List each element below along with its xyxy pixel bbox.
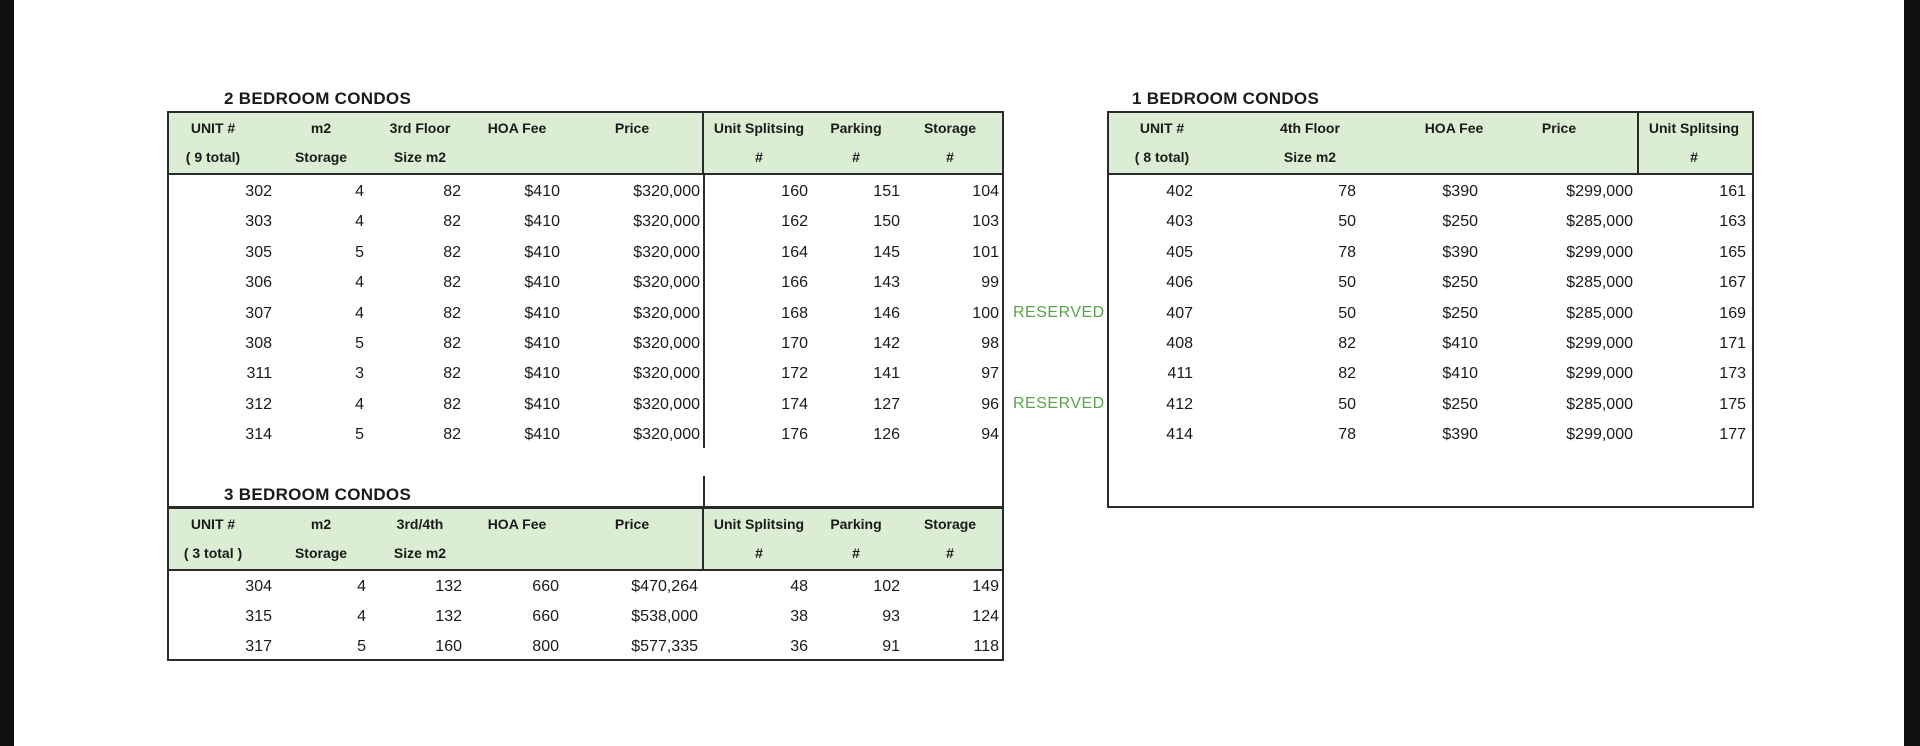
two_bedroom-cell-m2: 4	[355, 274, 364, 292]
three_bedroom-header-hoa: HOA Fee	[487, 516, 547, 532]
two_bedroom-cell-unit: 305	[245, 243, 272, 261]
two_bedroom-cell-splitting: 174	[781, 395, 808, 413]
two_bedroom-cell-unit: 311	[246, 365, 272, 383]
two_bedroom-cell-unit: 314	[245, 426, 272, 444]
two_bedroom-header-storage: #	[946, 149, 954, 165]
two_bedroom-cell-splitting: 172	[781, 365, 808, 383]
three_bedroom-cell-m2: 4	[357, 578, 366, 595]
one_bedroom-cell-size: 82	[1338, 365, 1356, 383]
one_bedroom-header-size: Size m2	[1283, 149, 1337, 165]
three_bedroom-cell-hoa: 660	[532, 578, 559, 595]
two_bedroom-cell-price: $320,000	[633, 304, 700, 322]
one_bedroom-cell-price: $299,000	[1566, 243, 1633, 261]
two_bedroom-cell-size: 82	[443, 243, 461, 261]
two_bedroom-cell-hoa: $410	[524, 274, 560, 292]
two_bedroom-cell-unit: 306	[245, 274, 272, 292]
two_bedroom-cell-size: 82	[443, 426, 461, 444]
three_bedroom-header-m2: m2	[310, 516, 332, 532]
one_bedroom-cell-size: 50	[1338, 395, 1356, 413]
two_bedroom-cell-hoa: $410	[524, 183, 560, 200]
two_bedroom-cell-parking: 142	[873, 335, 900, 352]
two_bedroom-cell-size: 82	[443, 365, 461, 383]
two_bedroom-cell-storage: 96	[981, 395, 999, 413]
three_bedroom-header-splitting: Unit Splitsing	[713, 516, 805, 532]
two_bedroom-cell-parking: 151	[873, 183, 900, 200]
two_bedroom-cell-splitting: 176	[781, 426, 808, 444]
two_bedroom-header-hoa: HOA Fee	[487, 120, 547, 136]
two_bedroom-reserved-label: RESERVED	[1013, 303, 1105, 321]
two_bedroom-cell-parking: 126	[873, 426, 900, 444]
two_bedroom-cell-splitting: 164	[781, 243, 808, 261]
one_bedroom-cell-price: $285,000	[1566, 274, 1633, 292]
two_bedroom-cell-m2: 4	[355, 304, 364, 322]
two_bedroom-cell-splitting: 162	[781, 213, 808, 231]
three_bedroom-cell-m2: 5	[357, 638, 366, 655]
two_bedroom-cell-parking: 145	[873, 243, 900, 261]
one_bedroom-header-splitting: #	[1690, 149, 1698, 165]
two_bedroom-cell-parking: 127	[873, 395, 900, 413]
one_bedroom-cell-size: 78	[1338, 426, 1356, 444]
one_bedroom-cell-splitting: 169	[1719, 304, 1746, 322]
two_bedroom-cell-hoa: $410	[524, 213, 560, 231]
two_bedroom-cell-price: $320,000	[633, 213, 700, 231]
two_bedroom-cell-storage: 94	[981, 426, 999, 444]
one_bedroom-cell-unit: 402	[1166, 183, 1193, 200]
two_bedroom-cell-price: $320,000	[633, 183, 700, 200]
one-bedroom-title: 1 BEDROOM CONDOS	[1132, 89, 1320, 108]
two_bedroom-header-size: 3rd Floor	[389, 120, 451, 136]
two_bedroom-cell-price: $320,000	[633, 274, 700, 292]
screen-edge-right	[1904, 0, 1920, 746]
three_bedroom-cell-parking: 91	[882, 638, 900, 655]
two_bedroom-cell-size: 82	[443, 274, 461, 292]
two_bedroom-cell-storage: 101	[972, 243, 999, 261]
one_bedroom-cell-hoa: $390	[1442, 426, 1478, 444]
two_bedroom-cell-size: 82	[443, 304, 461, 322]
one_bedroom-cell-price: $299,000	[1566, 365, 1633, 383]
three_bedroom-cell-m2: 4	[357, 608, 366, 625]
one_bedroom-cell-price: $285,000	[1566, 213, 1633, 231]
one_bedroom-header-unit: UNIT #	[1139, 120, 1185, 136]
one_bedroom-header-price: Price	[1541, 120, 1577, 136]
two_bedroom-cell-storage: 100	[972, 304, 999, 322]
two_bedroom-cell-m2: 3	[355, 365, 364, 383]
two_bedroom-cell-splitting: 168	[781, 304, 808, 322]
two_bedroom-reserved-label: RESERVED	[1013, 394, 1105, 412]
two_bedroom-header-m2: Storage	[294, 149, 348, 165]
two_bedroom-cell-m2: 5	[355, 426, 364, 444]
two_bedroom-header-price: Price	[614, 120, 650, 136]
three_bedroom-cell-size: 132	[435, 608, 462, 625]
screen-edge-left	[0, 0, 14, 746]
one_bedroom-cell-splitting: 171	[1719, 335, 1746, 352]
three_bedroom-header-splitting: #	[755, 545, 763, 561]
two_bedroom-cell-hoa: $410	[524, 335, 560, 352]
three_bedroom-cell-splitting: 36	[790, 638, 808, 655]
one_bedroom-cell-price: $299,000	[1566, 426, 1633, 444]
two_bedroom-header-splitting: Unit Splitsing	[713, 120, 805, 136]
one_bedroom-header-size: 4th Floor	[1280, 120, 1340, 136]
two_bedroom-cell-storage: 98	[981, 335, 999, 352]
one_bedroom-header-unit: ( 8 total)	[1134, 149, 1190, 165]
one_bedroom-header-hoa: HOA Fee	[1424, 120, 1484, 136]
one_bedroom-cell-hoa: $250	[1442, 274, 1478, 292]
one_bedroom-cell-unit: 407	[1166, 304, 1193, 322]
two_bedroom-cell-hoa: $410	[524, 426, 560, 444]
two_bedroom-cell-m2: 4	[355, 395, 364, 413]
two_bedroom-cell-splitting: 166	[781, 274, 808, 292]
three_bedroom-cell-unit: 317	[245, 638, 272, 655]
one_bedroom-cell-hoa: $390	[1442, 243, 1478, 261]
two_bedroom-cell-size: 82	[443, 335, 461, 352]
three_bedroom-cell-hoa: 800	[532, 638, 559, 655]
three_bedroom-cell-unit: 304	[245, 578, 272, 595]
three_bedroom-cell-price: $538,000	[631, 608, 698, 625]
three_bedroom-cell-splitting: 38	[790, 608, 808, 625]
one_bedroom-cell-price: $299,000	[1566, 183, 1633, 200]
two_bedroom-cell-hoa: $410	[524, 365, 560, 383]
one_bedroom-cell-unit: 408	[1166, 335, 1193, 352]
two_bedroom-cell-size: 82	[443, 213, 461, 231]
two_bedroom-header-parking: #	[852, 149, 860, 165]
one_bedroom-cell-hoa: $410	[1442, 365, 1478, 383]
two_bedroom-cell-size: 82	[443, 183, 461, 200]
two_bedroom-cell-splitting: 160	[781, 183, 808, 200]
two_bedroom-cell-price: $320,000	[633, 426, 700, 444]
one_bedroom-cell-unit: 412	[1166, 395, 1193, 413]
two_bedroom-cell-unit: 308	[245, 335, 272, 352]
three_bedroom-header-m2: Storage	[294, 545, 348, 561]
two_bedroom-header-unit: UNIT #	[190, 120, 236, 136]
two_bedroom-header-size: Size m2	[393, 149, 447, 165]
one_bedroom-cell-hoa: $410	[1442, 335, 1478, 352]
three_bedroom-header-unit: UNIT #	[190, 516, 236, 532]
two_bedroom-cell-size: 82	[443, 395, 461, 413]
three_bedroom-cell-price: $470,264	[631, 578, 698, 595]
three_bedroom-header-parking: #	[852, 545, 860, 561]
two_bedroom-header-parking: Parking	[830, 120, 882, 136]
one_bedroom-cell-price: $285,000	[1566, 304, 1633, 322]
two_bedroom-cell-parking: 150	[873, 213, 900, 231]
two-bedroom-title: 2 BEDROOM CONDOS	[224, 89, 412, 108]
one_bedroom-cell-unit: 406	[1166, 274, 1193, 292]
two_bedroom-cell-m2: 4	[355, 213, 364, 231]
two_bedroom-cell-unit: 303	[245, 213, 272, 231]
three_bedroom-cell-unit: 315	[245, 608, 272, 625]
three_bedroom-header-divider	[167, 569, 1004, 571]
one_bedroom-cell-size: 50	[1338, 213, 1356, 231]
one_bedroom-cell-hoa: $250	[1442, 395, 1478, 413]
three_bedroom-header-storage: Storage	[923, 516, 977, 532]
three_bedroom-header-storage: #	[946, 545, 954, 561]
one_bedroom-cell-hoa: $250	[1442, 213, 1478, 231]
three_bedroom-cell-price: $577,335	[631, 638, 698, 655]
one_bedroom-header-splitting: Unit Splitsing	[1648, 120, 1740, 136]
two_bedroom-cell-storage: 104	[972, 183, 999, 200]
three_bedroom-cell-storage: 124	[972, 608, 999, 625]
two_bedroom-header-unit: ( 9 total)	[185, 149, 241, 165]
two_bedroom-cell-storage: 103	[972, 213, 999, 231]
two_bedroom-cell-storage: 99	[981, 274, 999, 292]
three_bedroom-cell-size: 160	[435, 638, 462, 655]
one_bedroom-cell-unit: 405	[1166, 243, 1193, 261]
one_bedroom-cell-splitting: 167	[1719, 274, 1746, 292]
three-bedroom-title: 3 BEDROOM CONDOS	[224, 485, 412, 504]
two_bedroom-cell-m2: 4	[355, 183, 364, 200]
three_bedroom-cell-splitting: 48	[790, 578, 808, 595]
one_bedroom-cell-price: $299,000	[1566, 335, 1633, 352]
two_bedroom-cell-hoa: $410	[524, 395, 560, 413]
one_bedroom-header-divider	[1107, 173, 1754, 175]
one_bedroom-cell-unit: 403	[1166, 213, 1193, 231]
one_bedroom-cell-splitting: 161	[1719, 183, 1746, 200]
two_bedroom-cell-parking: 146	[873, 304, 900, 322]
three_bedroom-header-parking: Parking	[830, 516, 882, 532]
one_bedroom-cell-unit: 414	[1166, 426, 1193, 444]
two_bedroom-cell-unit: 312	[245, 395, 272, 413]
three_bedroom-header-price: Price	[614, 516, 650, 532]
one_bedroom-cell-splitting: 165	[1719, 243, 1746, 261]
three_bedroom-header-size: 3rd/4th	[396, 516, 444, 532]
three_bedroom-cell-size: 132	[435, 578, 462, 595]
two_bedroom-header-m2: m2	[310, 120, 332, 136]
one_bedroom-cell-price: $285,000	[1566, 395, 1633, 413]
one_bedroom-cell-splitting: 163	[1719, 213, 1746, 231]
one_bedroom-cell-size: 50	[1338, 304, 1356, 322]
two_bedroom-cell-parking: 143	[873, 274, 900, 292]
two_bedroom-cell-splitting: 170	[781, 335, 808, 352]
three_bedroom-cell-hoa: 660	[532, 608, 559, 625]
three_bedroom-cell-storage: 149	[972, 578, 999, 595]
two_bedroom-cell-m2: 5	[355, 243, 364, 261]
three_bedroom-cell-parking: 102	[873, 578, 900, 595]
two_bedroom-cell-hoa: $410	[524, 304, 560, 322]
one_bedroom-cell-splitting: 175	[1719, 395, 1746, 413]
two_bedroom-cell-parking: 141	[873, 365, 900, 383]
two_bedroom-cell-storage: 97	[981, 365, 999, 383]
two_bedroom-cell-m2: 5	[355, 335, 364, 352]
one_bedroom-cell-size: 78	[1338, 183, 1356, 200]
one_bedroom-cell-hoa: $250	[1442, 304, 1478, 322]
one_bedroom-cell-size: 50	[1338, 274, 1356, 292]
two_bedroom-cell-unit: 302	[245, 183, 272, 200]
two_bedroom-cell-unit: 307	[245, 304, 272, 322]
three_bedroom-cell-storage: 118	[973, 638, 999, 655]
one_bedroom-cell-size: 78	[1338, 243, 1356, 261]
one_bedroom-cell-unit: 411	[1167, 365, 1193, 383]
two_bedroom-cell-hoa: $410	[524, 243, 560, 261]
three_bedroom-header-size: Size m2	[393, 545, 447, 561]
two_bedroom-cell-price: $320,000	[633, 335, 700, 352]
three_bedroom-header-unit: ( 3 total )	[183, 545, 243, 561]
one_bedroom-cell-splitting: 173	[1719, 365, 1746, 383]
two_bedroom-cell-price: $320,000	[633, 395, 700, 413]
one_bedroom-cell-size: 82	[1338, 335, 1356, 352]
two_bedroom-cell-price: $320,000	[633, 243, 700, 261]
three_bedroom-cell-parking: 93	[882, 608, 900, 625]
one_bedroom-cell-hoa: $390	[1442, 183, 1478, 200]
two_bedroom-header-storage: Storage	[923, 120, 977, 136]
one_bedroom-cell-splitting: 177	[1719, 426, 1746, 444]
two_bedroom-column-divider	[703, 476, 705, 508]
two_bedroom-header-divider	[167, 173, 1004, 175]
two_bedroom-header-splitting: #	[755, 149, 763, 165]
two_bedroom-cell-price: $320,000	[633, 365, 700, 383]
